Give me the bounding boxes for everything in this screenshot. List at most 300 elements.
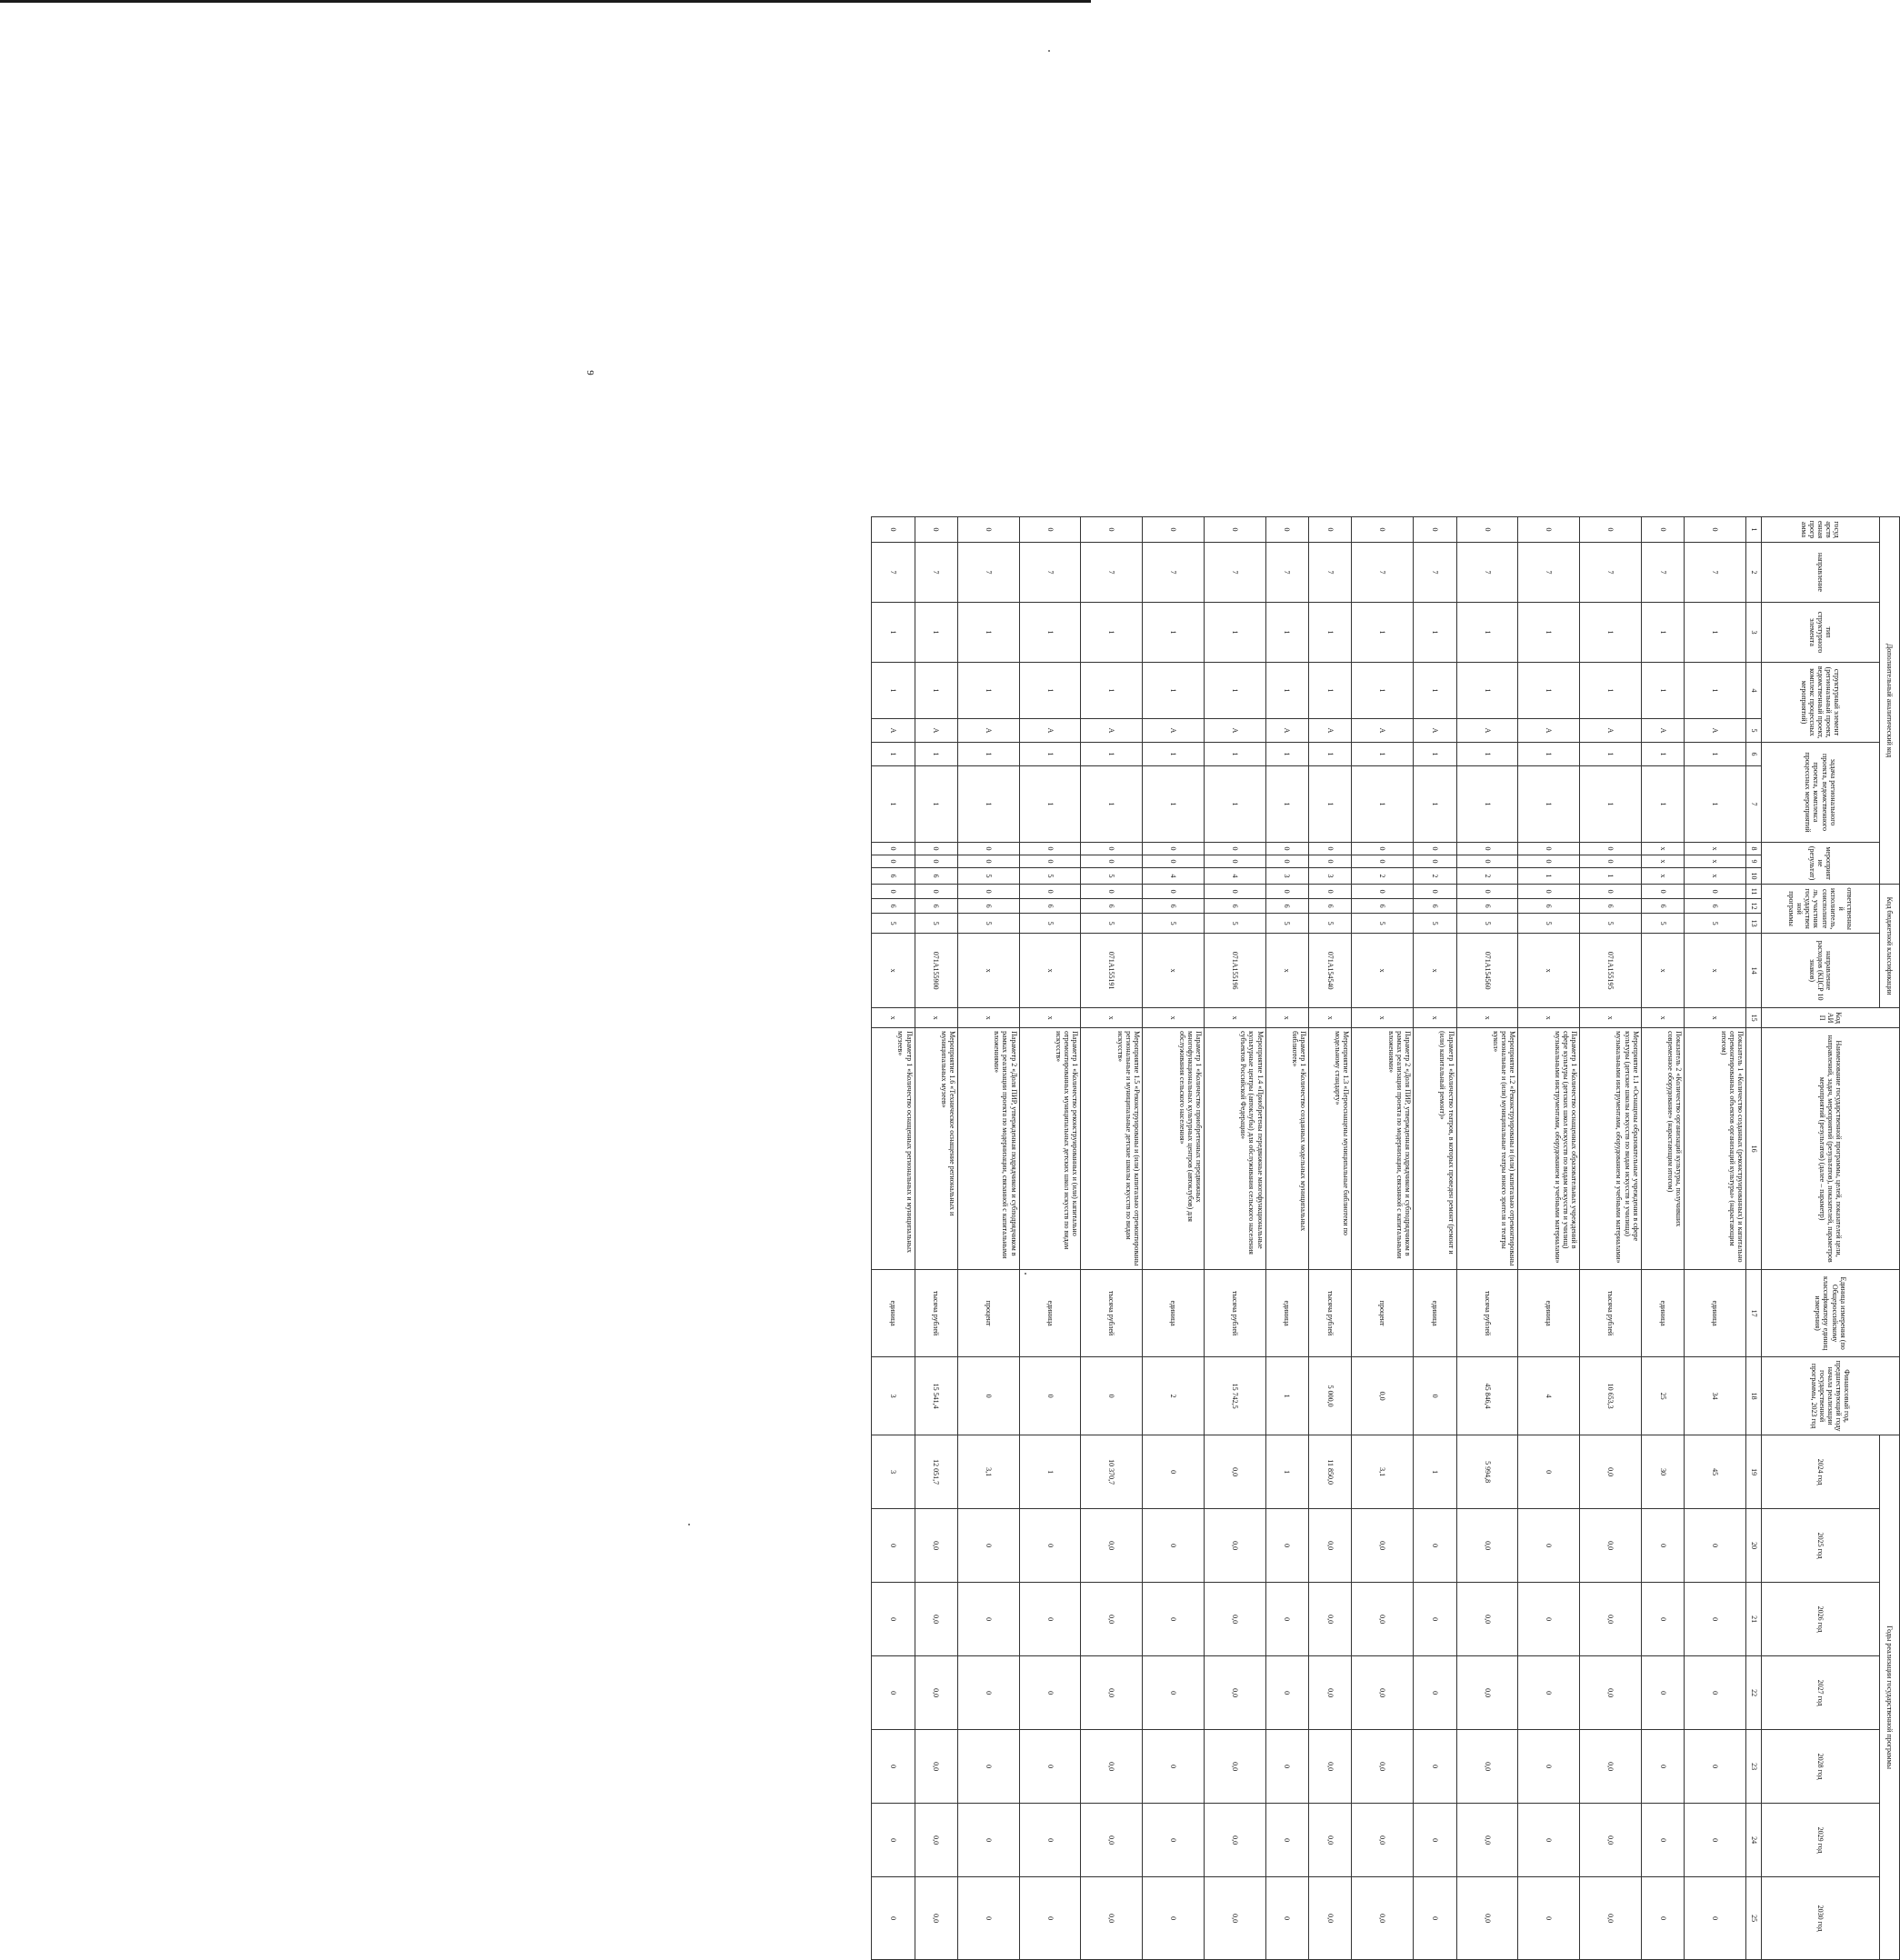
code-cell: 5 (957, 914, 1019, 934)
code-cell: 0 (1456, 885, 1518, 899)
code-cell: 1 (1265, 743, 1308, 766)
code-cell: 1 (1580, 743, 1642, 766)
code-cell: 1 (872, 663, 915, 719)
code-cell: 071А155195 (1580, 934, 1642, 1008)
code-cell: 1 (957, 663, 1019, 719)
year-value: 0,0 (915, 1583, 957, 1656)
row-name: Параметр 1 «Количество реконструированных и (или) капитально отремонтированных муниципальных детских школ искусств по видам искусств» (1019, 1028, 1081, 1270)
code-cell: 1 (1019, 603, 1081, 663)
code-cell: 5 (915, 914, 957, 934)
year-value: 0 (1265, 1877, 1308, 1960)
year-value: 0,0 (1456, 1877, 1518, 1960)
code-cell: х (1265, 934, 1308, 1008)
code-cell: 1 (872, 603, 915, 663)
code-cell: х (1580, 1008, 1642, 1028)
code-cell: 0 (1204, 885, 1265, 899)
code-cell: 0 (1143, 855, 1205, 868)
code-cell: х (1143, 1008, 1205, 1028)
code-cell: 1 (915, 663, 957, 719)
code-cell: 5 (957, 868, 1019, 885)
year-value: 0,0 (1309, 1583, 1352, 1656)
code-cell: 0 (1143, 843, 1205, 855)
column-number: 2 (1746, 543, 1762, 603)
code-cell: 0 (1204, 855, 1265, 868)
code-cell: 0 (1685, 885, 1746, 899)
table-row (1580, 517, 1642, 1960)
row-base-value: 0 (1081, 1357, 1143, 1435)
year-value: 0 (1019, 1730, 1081, 1804)
code-cell: 1 (1641, 663, 1684, 719)
code-cell: х (1204, 1008, 1265, 1028)
code-cell: 071А155191 (1081, 934, 1143, 1008)
year-value: 0 (1518, 1804, 1580, 1877)
code-cell: х (1685, 843, 1746, 855)
code-cell: 6 (1309, 899, 1352, 914)
year-value: 45 (1685, 1435, 1746, 1509)
code-cell: 7 (872, 543, 915, 603)
code-cell: 1 (1352, 766, 1414, 843)
year-value: 0 (1143, 1435, 1205, 1509)
code-cell: 0 (1143, 885, 1205, 899)
header-aip-code: Код АИП (1762, 1008, 1900, 1028)
code-cell: 1 (1309, 766, 1352, 843)
code-cell: 0 (1143, 517, 1205, 543)
code-cell: 1 (1081, 603, 1143, 663)
table-row (1414, 517, 1456, 1960)
row-name: Мероприятие 1.1 «Оснащены образовательные учреждения в сфере культуры (детские школы искусств по видам искусств и училища) музыкальными инструментами, оборудованием и учебными материалами» (1580, 1028, 1642, 1270)
table-row (915, 517, 957, 1960)
row-name: Мероприятие 1.3 «Переоснащены муниципальные библиотеки по модельному стандарту» (1309, 1028, 1352, 1270)
code-cell: 1 (1204, 663, 1265, 719)
code-cell: 0 (1580, 855, 1642, 868)
code-cell: 2 (1456, 868, 1518, 885)
header-additional-code: Дополнительный аналитический код (1880, 517, 1900, 885)
year-value: 3 (872, 1435, 915, 1509)
code-cell: х (1456, 1008, 1518, 1028)
year-value: 0,0 (1204, 1656, 1265, 1730)
year-value: 0 (1518, 1730, 1580, 1804)
year-value: 0,0 (1352, 1730, 1414, 1804)
row-unit: единица (872, 1270, 915, 1357)
row-unit: единица (1641, 1270, 1684, 1357)
year-value: 0 (1265, 1509, 1308, 1583)
code-cell: 0 (1580, 885, 1642, 899)
year-value: 0,0 (1580, 1583, 1642, 1656)
year-value: 0,0 (1456, 1509, 1518, 1583)
year-value: 0 (1143, 1656, 1205, 1730)
year-value: 10 370,7 (1081, 1435, 1143, 1509)
table-row (957, 517, 1019, 1960)
code-cell: 1 (1352, 663, 1414, 719)
row-unit: единица (1685, 1270, 1746, 1357)
code-cell: 1 (1143, 743, 1205, 766)
code-cell: 1 (915, 766, 957, 843)
code-cell: А (1518, 719, 1580, 743)
year-value: 0 (1143, 1804, 1205, 1877)
code-cell: 7 (1265, 543, 1308, 603)
code-cell: 1 (1685, 743, 1746, 766)
code-cell: 0 (957, 885, 1019, 899)
year-value: 0,0 (1309, 1656, 1352, 1730)
code-cell: 5 (1518, 914, 1580, 934)
code-cell: 0 (957, 843, 1019, 855)
table-row (1352, 517, 1414, 1960)
code-cell: 0 (915, 885, 957, 899)
header-state-program: государственная программа (1762, 517, 1880, 543)
code-cell: 1 (1456, 743, 1518, 766)
code-cell: 0 (1309, 855, 1352, 868)
code-cell: 0 (1518, 843, 1580, 855)
row-unit: тысяча рублей (1081, 1270, 1143, 1357)
code-cell: 5 (1641, 914, 1684, 934)
header-name: Наименование государственной программы, целей, показателей цели, направлений, задач, мероприятий (результатов), показателей, параметров мероприятий (результатов) (далее – параметр) (1762, 1028, 1900, 1270)
header-year-2029: 2029 год (1762, 1804, 1880, 1877)
code-cell: 4 (1143, 868, 1205, 885)
code-cell: 7 (1309, 543, 1352, 603)
year-value: 1 (1414, 1435, 1456, 1509)
code-cell: 6 (1414, 899, 1456, 914)
code-cell: 1 (1414, 603, 1456, 663)
row-base-value: 0 (1414, 1357, 1456, 1435)
code-cell: х (1641, 843, 1684, 855)
code-cell: 0 (1081, 885, 1143, 899)
column-number: 22 (1746, 1656, 1762, 1730)
row-name: Параметр 1 «Количество созданных модельных муниципальных библиотек» (1265, 1028, 1308, 1270)
code-cell: 1 (1204, 603, 1265, 663)
code-cell: 1 (957, 743, 1019, 766)
code-cell: 7 (1143, 543, 1205, 603)
row-unit: процент (1352, 1270, 1414, 1357)
code-cell: х (1352, 934, 1414, 1008)
code-cell: 0 (1352, 885, 1414, 899)
code-cell: А (1352, 719, 1414, 743)
column-number: 3 (1746, 603, 1762, 663)
table-row (1204, 517, 1265, 1960)
year-value: 0,0 (1352, 1656, 1414, 1730)
code-cell: 7 (957, 543, 1019, 603)
column-number: 17 (1746, 1270, 1762, 1357)
code-cell: 6 (1580, 899, 1642, 914)
row-base-value: 0,0 (1352, 1357, 1414, 1435)
code-cell: 1 (1143, 603, 1205, 663)
column-numbers-row (1746, 517, 1762, 1960)
code-cell: 6 (1352, 899, 1414, 914)
code-cell: 0 (1352, 517, 1414, 543)
code-cell: 0 (1414, 855, 1456, 868)
row-base-value: 10 653,3 (1580, 1357, 1642, 1435)
year-value: 0,0 (1081, 1730, 1143, 1804)
year-value: 0,0 (1309, 1509, 1352, 1583)
row-base-value: 2 (1143, 1357, 1205, 1435)
code-cell: 0 (1456, 843, 1518, 855)
year-value: 0 (1518, 1435, 1580, 1509)
code-cell: 0 (872, 517, 915, 543)
code-cell: 0 (1081, 843, 1143, 855)
code-cell: 1 (1081, 663, 1143, 719)
row-unit: тысяча рублей (915, 1270, 957, 1357)
row-name: Параметр 1 «Количество приобретенных передвижных многофункциональных культурных центров (автоклубов) для обслуживания сельского населения» (1143, 1028, 1205, 1270)
code-cell: 0 (872, 885, 915, 899)
year-value: 0 (1019, 1656, 1081, 1730)
code-cell: х (1685, 934, 1746, 1008)
header-measure: мероприятие (результат) (1762, 843, 1880, 885)
code-cell: 1 (1081, 743, 1143, 766)
code-cell: 0 (957, 517, 1019, 543)
header-year-2024: 2024 год (1762, 1435, 1880, 1509)
code-cell: 0 (1309, 517, 1352, 543)
header-unit: Единица измерения (по Общероссийскому классификатору единиц измерения) (1762, 1270, 1900, 1357)
code-cell: 0 (1641, 885, 1684, 899)
code-cell: 1 (1641, 743, 1684, 766)
year-value: 0,0 (1081, 1804, 1143, 1877)
year-value: 0 (1143, 1877, 1205, 1960)
year-value: 0 (1265, 1730, 1308, 1804)
code-cell: 1 (872, 743, 915, 766)
code-cell: 1 (1019, 766, 1081, 843)
year-value: 0 (1414, 1509, 1456, 1583)
column-number: 16 (1746, 1028, 1762, 1270)
code-cell: 7 (1518, 543, 1580, 603)
column-number: 14 (1746, 934, 1762, 1008)
year-value: 0 (1518, 1877, 1580, 1960)
header-structural-element: структурный элемент (региональный проект, ведомственный проект, комплекс процессных мероприятий) (1762, 663, 1880, 743)
year-value: 0 (1518, 1656, 1580, 1730)
code-cell: 1 (1414, 663, 1456, 719)
code-cell: х (872, 934, 915, 1008)
code-cell: 6 (957, 899, 1019, 914)
code-cell: 6 (872, 868, 915, 885)
code-cell: 6 (1265, 899, 1308, 914)
year-value: 0 (1641, 1877, 1684, 1960)
code-cell: А (872, 719, 915, 743)
code-cell: х (1641, 934, 1684, 1008)
column-number: 6 (1746, 743, 1762, 766)
year-value: 0 (1641, 1730, 1684, 1804)
year-value: 0 (872, 1804, 915, 1877)
year-value: 0 (1641, 1509, 1684, 1583)
year-value: 1 (1265, 1435, 1308, 1509)
column-number: 5 (1746, 719, 1762, 743)
row-name: Параметр 1 «Количество театров, в которых проведен ремонт (ремонт и (или) капитальный ремонт)» (1414, 1028, 1456, 1270)
row-unit: единица (1019, 1270, 1081, 1357)
year-value: 0 (872, 1730, 915, 1804)
year-value: 0,0 (915, 1804, 957, 1877)
code-cell: А (915, 719, 957, 743)
row-base-value: 3 (872, 1357, 915, 1435)
code-cell: 1 (1518, 663, 1580, 719)
year-value: 0,0 (1352, 1509, 1414, 1583)
year-value: 0,0 (1580, 1877, 1642, 1960)
code-cell: 7 (1641, 543, 1684, 603)
code-cell: 0 (1019, 855, 1081, 868)
year-value: 0,0 (1580, 1656, 1642, 1730)
code-cell: 1 (1456, 663, 1518, 719)
row-base-value: 5 000,0 (1309, 1357, 1352, 1435)
code-cell: х (1685, 868, 1746, 885)
code-cell: 0 (1265, 517, 1308, 543)
year-value: 0,0 (915, 1656, 957, 1730)
code-cell: 1 (1081, 766, 1143, 843)
table-row (1456, 517, 1518, 1960)
code-cell: 1 (957, 603, 1019, 663)
year-value: 0 (1685, 1804, 1746, 1877)
column-number: 21 (1746, 1583, 1762, 1656)
code-cell: 1 (1265, 663, 1308, 719)
code-cell: 6 (1518, 899, 1580, 914)
header-executor: ответственный исполнитель, соисполнитель, участник государственной программы (1762, 885, 1880, 934)
code-cell: 5 (872, 914, 915, 934)
row-unit: единица (1414, 1270, 1456, 1357)
year-value: 0,0 (1456, 1583, 1518, 1656)
code-cell: 0 (1309, 885, 1352, 899)
scan-speck (1048, 50, 1050, 52)
column-number: 12 (1746, 899, 1762, 914)
column-number: 24 (1746, 1804, 1762, 1877)
code-cell: А (1641, 719, 1684, 743)
year-value: 0,0 (1352, 1583, 1414, 1656)
code-cell: 1 (1580, 663, 1642, 719)
year-value: 0 (957, 1656, 1019, 1730)
code-cell: А (1580, 719, 1642, 743)
code-cell: 0 (1265, 885, 1308, 899)
code-cell: А (1309, 719, 1352, 743)
code-cell: 0 (1019, 843, 1081, 855)
code-cell: А (1204, 719, 1265, 743)
row-base-value: 15 541,4 (915, 1357, 957, 1435)
code-cell: х (1414, 934, 1456, 1008)
code-cell: 6 (1456, 899, 1518, 914)
year-value: 0,0 (1352, 1804, 1414, 1877)
code-cell: 0 (1204, 843, 1265, 855)
header-year-2027: 2027 год (1762, 1656, 1880, 1730)
code-cell: х (1309, 1008, 1352, 1028)
code-cell: 6 (1204, 899, 1265, 914)
row-base-value: 34 (1685, 1357, 1746, 1435)
year-value: 0,0 (1580, 1509, 1642, 1583)
code-cell: 1 (1518, 603, 1580, 663)
table-row (1143, 517, 1205, 1960)
code-cell: 1 (872, 766, 915, 843)
row-base-value: 4 (1518, 1357, 1580, 1435)
code-cell: 1 (1685, 766, 1746, 843)
code-cell: А (1019, 719, 1081, 743)
year-value: 0,0 (1081, 1656, 1143, 1730)
row-name: Мероприятие 1.4 «Приобретены передвижные многофункциональные культурные центры (автоклубы) для обслуживания сельского населения субъектов Российской Федерации» (1204, 1028, 1265, 1270)
code-cell: 0 (1518, 855, 1580, 868)
code-cell: х (1518, 934, 1580, 1008)
code-cell: 5 (1685, 914, 1746, 934)
header-element-type: тип структурного элемента (1762, 603, 1880, 663)
code-cell: 7 (1352, 543, 1414, 603)
code-cell: 1 (1641, 766, 1684, 843)
code-cell: 1 (1456, 603, 1518, 663)
year-value: 0 (957, 1583, 1019, 1656)
year-value: 0,0 (1456, 1730, 1518, 1804)
page-number: 9 (585, 370, 595, 375)
code-cell: 5 (1081, 914, 1143, 934)
table-row (872, 517, 915, 1960)
year-value: 0 (957, 1730, 1019, 1804)
table-row (1685, 517, 1746, 1960)
row-name: Показатель 2 «Количество организаций культуры, получивших современное оборудование» (нарастающим итогом) (1641, 1028, 1684, 1270)
year-value: 0 (1641, 1583, 1684, 1656)
code-cell: 0 (1352, 855, 1414, 868)
code-cell: 0 (1081, 517, 1143, 543)
code-cell: 0 (1685, 517, 1746, 543)
year-value: 3,1 (1352, 1435, 1414, 1509)
code-cell: 1 (1265, 603, 1308, 663)
row-name: Параметр 1 «Количество оснащенных образовательных учреждений в сфере культуры (детских школ искусств по видам искусств и училищ) музыкальными инструментами, оборудованием и учебными материалами» (1518, 1028, 1580, 1270)
row-name: Мероприятие 1.5 «Реконструированы и (или) капитально отремонтированы региональные и муниципальные детские школы искусств по видам искусств» (1081, 1028, 1143, 1270)
code-cell: 1 (1414, 743, 1456, 766)
year-value: 0 (1019, 1509, 1081, 1583)
table-row (1518, 517, 1580, 1960)
year-value: 0,0 (1580, 1730, 1642, 1804)
code-cell: х (1641, 868, 1684, 885)
code-cell: х (1143, 934, 1205, 1008)
code-cell: 0 (1518, 885, 1580, 899)
header-years-group: Годы реализации государственной программы (1880, 1435, 1900, 1960)
code-cell: х (957, 934, 1019, 1008)
year-value: 0 (1265, 1804, 1308, 1877)
year-value: 0 (1685, 1509, 1746, 1583)
code-cell: 1 (1204, 743, 1265, 766)
year-value: 0 (1143, 1730, 1205, 1804)
rotated-table-wrapper (871, 516, 1900, 1932)
code-cell: 0 (1265, 855, 1308, 868)
year-value: 0,0 (1309, 1877, 1352, 1960)
year-value: 0 (1414, 1656, 1456, 1730)
year-value: 0 (1641, 1804, 1684, 1877)
code-cell: 1 (1580, 603, 1642, 663)
year-value: 0 (1685, 1583, 1746, 1656)
code-cell: 5 (1265, 914, 1308, 934)
year-value: 0 (1518, 1583, 1580, 1656)
code-cell: 3 (1265, 868, 1308, 885)
year-value: 0 (1265, 1656, 1308, 1730)
code-cell: 1 (1265, 766, 1308, 843)
row-unit: тысяча рублей (1580, 1270, 1642, 1357)
header-direction: направление (1762, 543, 1880, 603)
year-value: 0 (1685, 1877, 1746, 1960)
header-year-2025: 2025 год (1762, 1509, 1880, 1583)
year-value: 0 (1685, 1730, 1746, 1804)
year-value: 0 (1518, 1509, 1580, 1583)
code-cell: 6 (1641, 899, 1684, 914)
code-cell: 7 (915, 543, 957, 603)
column-number: 18 (1746, 1357, 1762, 1435)
code-cell: 0 (1352, 843, 1414, 855)
code-cell: 3 (1309, 868, 1352, 885)
year-value: 0 (1265, 1583, 1308, 1656)
year-value: 12 051,7 (915, 1435, 957, 1509)
year-value: 0 (1685, 1656, 1746, 1730)
table-row (1265, 517, 1308, 1960)
year-value: 0 (1414, 1877, 1456, 1960)
row-unit: тысяча рублей (1204, 1270, 1265, 1357)
program-table (871, 516, 1900, 1960)
column-number: 15 (1746, 1008, 1762, 1028)
column-number: 4 (1746, 663, 1762, 719)
year-value: 5 994,8 (1456, 1435, 1518, 1509)
code-cell: 0 (1456, 855, 1518, 868)
year-value: 0,0 (1309, 1730, 1352, 1804)
header-base-year: Финансовый год, предшествующий году начала реализации государственной программы, 2023 год (1762, 1357, 1900, 1435)
row-name: Мероприятие 1.6 «Техническое оснащение региональных и муниципальных музеев» (915, 1028, 957, 1270)
column-number: 7 (1746, 766, 1762, 843)
code-cell: 6 (915, 868, 957, 885)
code-cell: 2 (1352, 868, 1414, 885)
